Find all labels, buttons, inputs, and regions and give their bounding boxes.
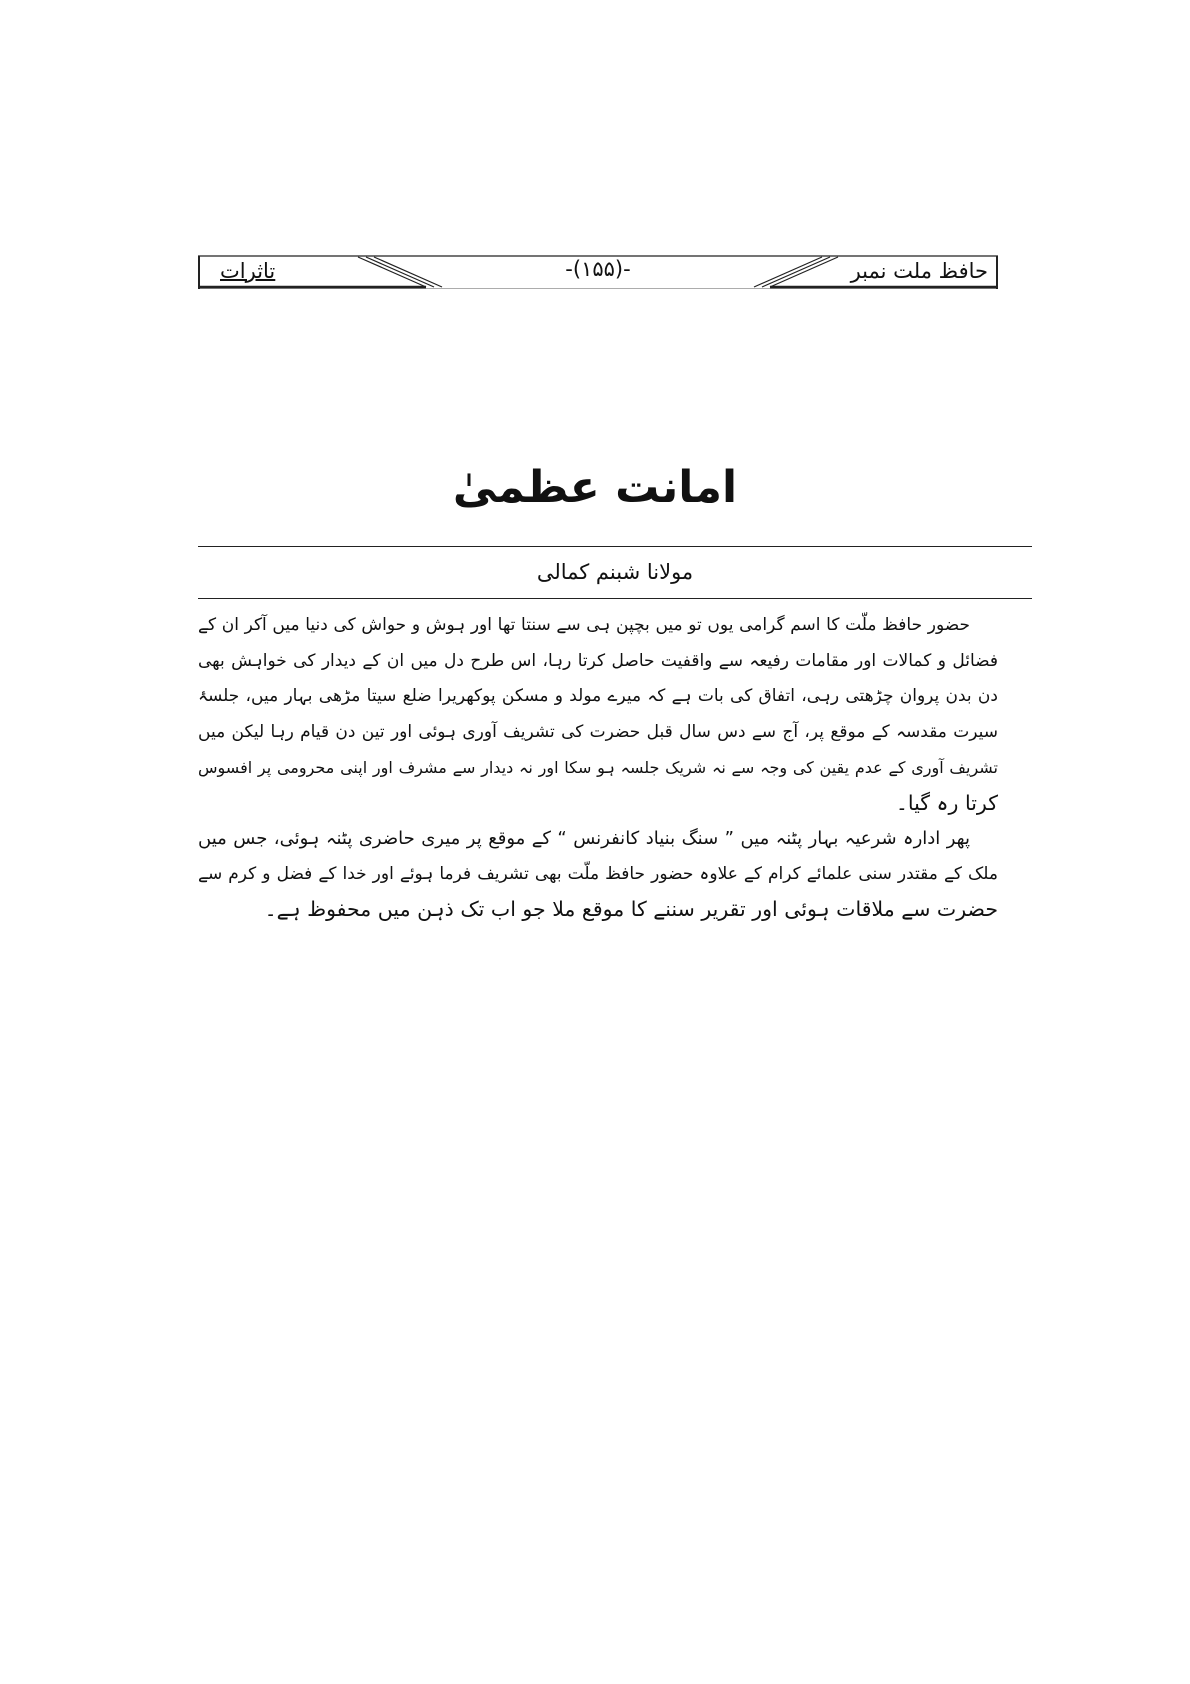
- article-body: [198, 608, 998, 928]
- text-line: پھر ادارہ شرعیہ بہار پٹنہ میں ” سنگ بنیاد کانفرنس “ کے موقع پر میری حاضری پٹنہ ہوئی، جس میں: [198, 828, 970, 849]
- text-line: حضرت سے ملاقات ہوئی اور تقریر سننے کا موقع ملا جو اب تک ذہن میں محفوظ ہے۔: [264, 897, 998, 921]
- paragraph: [198, 608, 998, 821]
- text-line: تشریف آوری کے عدم یقین کی وجہ سے نہ شریک جلسہ ہو سکا اور نہ دیدار سے مشرف اور اپنی محرومی پر افسوس: [198, 758, 998, 777]
- text-line: فضائل و کمالات اور مقامات رفیعہ سے واقفیت حاصل کرتا رہا، اس طرح دل میں ان کے دیدار کی خواہش بھی: [198, 650, 998, 671]
- section-name: تاثرات: [220, 259, 276, 283]
- text-line: کرتا رہ گیا۔: [895, 790, 998, 815]
- page-number: -(۱۵۵)-: [565, 257, 631, 281]
- title-rule-bottom: [198, 598, 1032, 599]
- text-line: ملک کے مقتدر سنی علمائے کرام کے علاوہ حضور حافظ ملّت بھی تشریف فرما ہوئے اور خدا کے فضل و کرم سے: [198, 863, 998, 884]
- article-author: مولانا شبنم کمالی: [536, 560, 694, 584]
- text-line: حضور حافظ ملّت کا اسم گرامی یوں تو میں بچپن ہی سے سنتا تھا اور ہوش و حواش کی دنیا میں آکر ان کے: [198, 615, 970, 635]
- title-rule-top: [198, 546, 1032, 547]
- article-title: امانت عظمیٰ: [452, 462, 738, 513]
- text-line: سیرت مقدسہ کے موقع پر، آج سے دس سال قبل حضرت کی تشریف آوری ہوئی اور تین دن قیام رہا لیکن میں: [198, 721, 998, 742]
- text-line: دن بدن پروان چڑھتی رہی، اتفاق کی بات ہے کہ میرے مولد و مسکن پوکھریرا ضلع سیتا مڑھی بہار میں، جلسۂ: [198, 686, 998, 706]
- paragraph: [198, 821, 998, 928]
- journal-name: حافظ ملت نمبر: [850, 259, 988, 283]
- running-header: [198, 255, 998, 289]
